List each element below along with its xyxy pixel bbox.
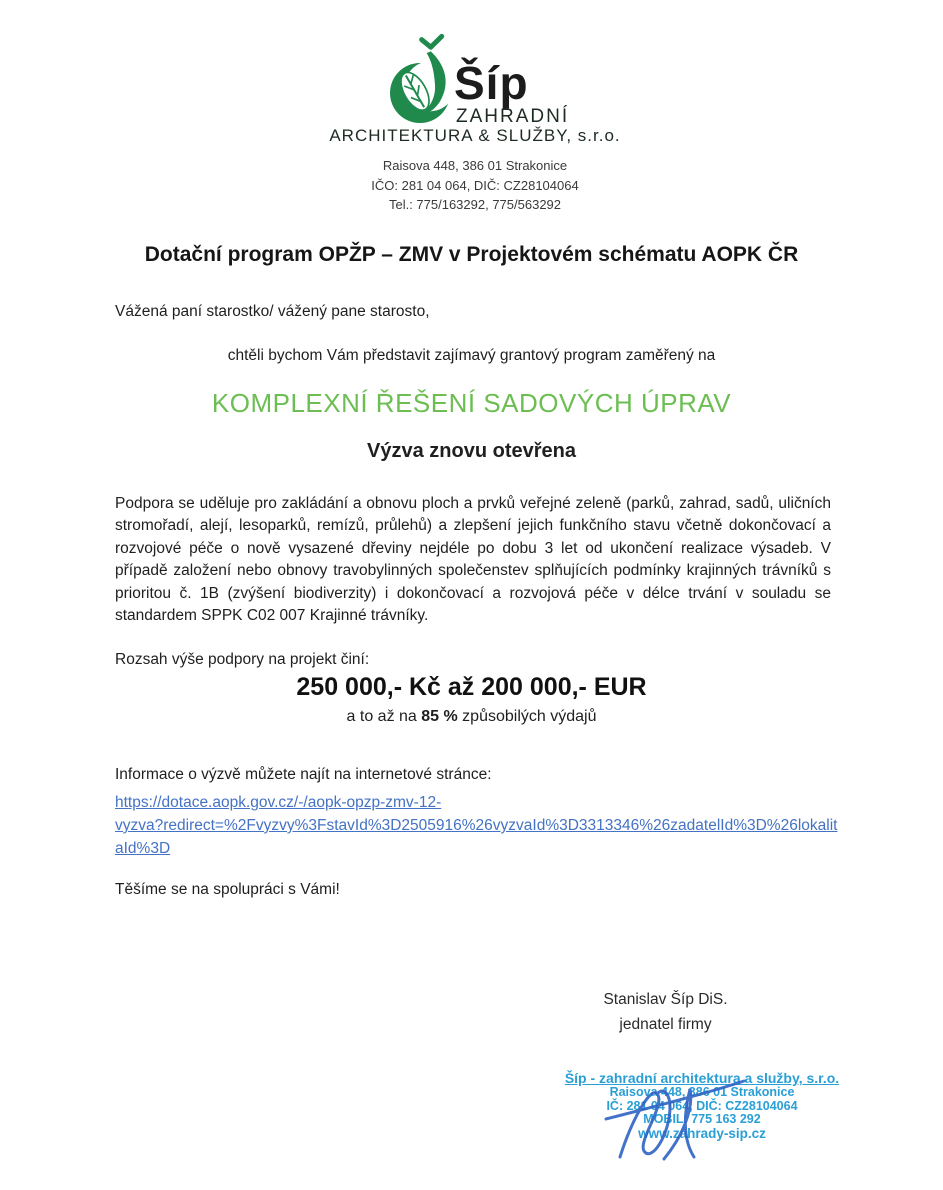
salutation: Vážená paní starostko/ vážený pane starosto, xyxy=(115,303,430,320)
signer-name: Stanislav Šíp DiS. xyxy=(603,991,728,1008)
stamp-company-name: Šíp - zahradní architektura a služby, s.r.o. xyxy=(564,1070,840,1086)
letter-title: Dotační program OPŽP – ZMV v Projektovém schématu AOPK ČR xyxy=(144,243,799,266)
brand-name: Šíp xyxy=(454,57,529,109)
stamp-address: Raisova 448, 386 01 Strakonice xyxy=(609,1085,795,1099)
grant-info-link[interactable] xyxy=(115,791,855,860)
support-note-percent: 85 % xyxy=(421,708,458,725)
signature-block xyxy=(553,987,778,1037)
support-note xyxy=(60,708,883,726)
company-stamp xyxy=(543,1070,861,1140)
info-line: Informace o výzvě můžete najít na internetové stránce: xyxy=(115,766,492,783)
letterhead-phone: Tel.: 775/163292, 775/563292 xyxy=(388,197,562,212)
letterhead-contact-block xyxy=(270,156,680,215)
letterhead-ids: IČO: 281 04 064, DIČ: CZ28104064 xyxy=(371,177,579,193)
brand-subtitle: ZAHRADNÍ xyxy=(456,106,570,127)
program-heading: KOMPLEXNÍ ŘEŠENÍ SADOVÝCH ÚPRAV xyxy=(211,388,732,418)
grant-info-link-line3[interactable]: aId%3D xyxy=(115,840,171,857)
signer-role: jednatel firmy xyxy=(619,1016,712,1033)
support-note-suffix: způsobilých výdajů xyxy=(457,708,597,725)
stamp-ids: IČ: 281 04 064, DIČ: CZ28104064 xyxy=(606,1098,798,1113)
brand-company-line: ARCHITEKTURA & SLUŽBY, s.r.o. xyxy=(329,126,621,145)
call-status-line: Výzva znovu otevřena xyxy=(367,440,576,462)
stamp-website: www.zahrady-sip.cz xyxy=(638,1125,766,1141)
grant-info-link-line2[interactable]: vyzva?redirect=%2Fvyzvy%3FstavId%3D2505916%26vyzvaId%3D3313346%26zadatelId%3D%26lokalit xyxy=(115,817,838,834)
closing-line: Těšíme se na spolupráci s Vámi! xyxy=(115,881,340,898)
support-intro-line: Rozsah výše podpory na projekt činí: xyxy=(115,651,370,668)
stamp-mobile: MOBIL: 775 163 292 xyxy=(643,1112,761,1126)
body-paragraph: Podpora se uděluje pro zakládání a obnovu ploch a prvků veřejné zeleně (parků, zahrad, sadů, uličních stromořadí, alejí, lesoparků, remízů, průlehů) a zlepšení jejich funkčního stavu včetně dokončovací a rozvojové péče o nově vysazené dřeviny nejdéle po dobu 3 let od ukončení realizace výsadeb. V případě založení nebo obnovy travobylinných společenstev splňujících podmínky krajinných trávníků s prioritou č. 1B (zvýšení biodiverzity) i dokončovací a rozvojová péče v délce trvání v souladu se standardem SPPK C02 007 Krajinné trávníky. xyxy=(115,495,831,625)
grant-info-link-line1[interactable]: https://dotace.aopk.gov.cz/-/aopk-opzp-zmv-12- xyxy=(115,794,442,811)
intro-line: chtěli bychom Vám představit zajímavý grantový program zaměřený na xyxy=(227,347,716,364)
support-note-prefix: a to až na xyxy=(346,708,422,725)
support-amount: 250 000,- Kč až 200 000,- EUR xyxy=(296,673,647,701)
letterhead-address: Raisova 448, 386 01 Strakonice xyxy=(382,158,568,173)
